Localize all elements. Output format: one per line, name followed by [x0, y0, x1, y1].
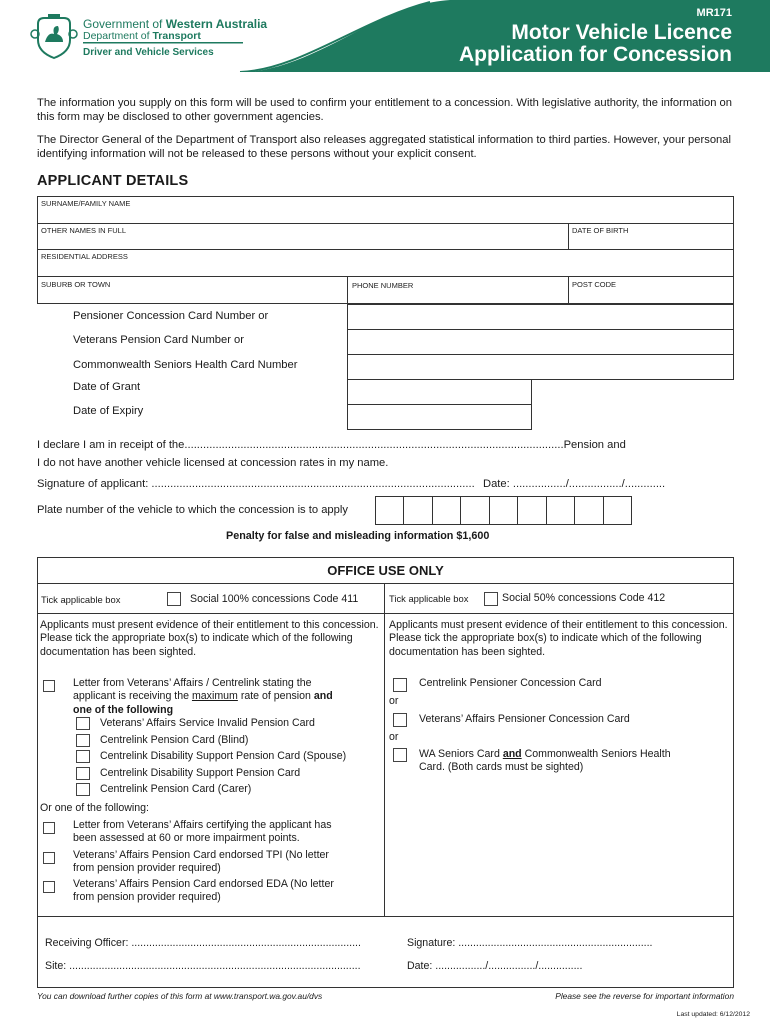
surname-label: SURNAME/FAMILY NAME [41, 199, 131, 208]
receiving-officer-line[interactable]: Receiving Officer: .............................................................................. [45, 937, 361, 949]
officer-signature-line[interactable]: Signature: .................................................................. [407, 937, 653, 949]
letter-maximum-checkbox[interactable] [43, 680, 55, 692]
eda-card-checkbox[interactable] [43, 881, 55, 893]
sub-item [76, 733, 381, 748]
evidence-instructions-right: Applicants must present evidence of their entitlement to this concession. Please tick the appropriate box(s) to indicate which of the following documentation has been sighted. [389, 619, 728, 658]
plate-label: Plate number of the vehicle to which the concession is to apply [37, 504, 348, 516]
plate-cell[interactable] [375, 496, 404, 525]
tick-label-left: Tick applicable box [41, 594, 121, 605]
or-label-2: or [389, 731, 399, 743]
plate-cell[interactable] [460, 496, 489, 525]
eda-card-text: Veterans’ Affairs Pension Card endorsed EDA (No letter from pension provider required) [73, 878, 334, 904]
plate-cell[interactable] [403, 496, 432, 525]
date-of-expiry-input[interactable] [347, 404, 532, 430]
pensioner-card-input[interactable] [347, 304, 734, 330]
sub-item [76, 782, 381, 797]
seniors-card-input[interactable] [347, 354, 734, 380]
statistics-paragraph: The Director General of the Department of Transport also releases aggregated statistical information to third parties. However, your personal identifying information will not be released to these persons without your explicit consent. [37, 134, 731, 160]
sub-item-label: Centrelink Pension Card (Blind) [100, 733, 249, 746]
code-412-label: Social 50% concessions Code 412 [502, 592, 666, 604]
expiry-label: Date of Expiry [73, 405, 144, 417]
signature-line[interactable]: Signature of applicant: ........................................................................................................ [37, 478, 475, 490]
site-line[interactable]: Site: ................................................................................................... [45, 960, 361, 972]
postcode-label: POST CODE [572, 280, 617, 289]
surname-field[interactable] [37, 196, 734, 224]
last-updated: Last updated: 6/12/2012 [676, 1011, 750, 1018]
division-name: Driver and Vehicle Services [83, 47, 214, 58]
applicant-details-heading: APPLICANT DETAILS [37, 173, 189, 189]
form-title-line1: Motor Vehicle Licence [511, 21, 732, 44]
privacy-paragraph: The information you supply on this form will be used to confirm your entitlement to a concession. With legislative authority, the information on this form may be disclosed to other government agencies. [37, 97, 732, 123]
wa-seniors-checkbox[interactable] [393, 748, 407, 762]
letter-impairment-checkbox[interactable] [43, 822, 55, 834]
plate-cell[interactable] [603, 496, 632, 525]
address-label: RESIDENTIAL ADDRESS [41, 252, 128, 261]
office-use-heading: OFFICE USE ONLY [327, 563, 444, 578]
sub-item [76, 749, 381, 764]
see-reverse-note: Please see the reverse for important information [555, 991, 734, 1001]
office-divider-1 [37, 583, 734, 584]
dob-label: DATE OF BIRTH [572, 226, 629, 235]
phone-field[interactable] [347, 276, 569, 304]
sub-item [76, 766, 381, 781]
veterans-card-input[interactable] [347, 329, 734, 355]
office-divider-3 [37, 916, 734, 917]
no-other-vehicle-line: I do not have another vehicle licensed at concession rates in my name. [37, 457, 389, 469]
sub-item [76, 716, 381, 731]
postcode-field[interactable] [568, 276, 734, 304]
government-name: Government of Western Australia [83, 17, 268, 31]
sub-item-checkbox[interactable] [76, 750, 90, 763]
code-411-label: Social 100% concessions Code 411 [190, 593, 359, 605]
department-name: Department of Transport [83, 30, 201, 42]
centrelink-pensioner-label: Centrelink Pensioner Concession Card [419, 677, 602, 689]
sub-item-checkbox[interactable] [76, 767, 90, 780]
evidence-instructions-left: Applicants must present evidence of their entitlement to this concession. Please tick the appropriate box(s) to indicate which of the following documentation has been sighted. [40, 619, 379, 658]
wa-seniors-label: WA Seniors Card and Commonwealth Seniors Health Card. (Both cards must be sighted) [419, 748, 671, 774]
office-column-divider [384, 583, 385, 917]
office-divider-2 [37, 613, 734, 614]
sub-item-checkbox[interactable] [76, 734, 90, 747]
wa-crest-logo [30, 12, 78, 60]
header-divider [83, 42, 243, 45]
date-of-birth-field[interactable] [568, 223, 734, 250]
form-code: MR171 [696, 7, 732, 19]
tpi-card-checkbox[interactable] [43, 852, 55, 864]
tpi-card-text: Veterans’ Affairs Pension Card endorsed TPI (No letter from pension provider required) [73, 849, 329, 875]
sub-item-label: Centrelink Pension Card (Carer) [100, 783, 252, 795]
download-link-text: You can download further copies of this form at www.transport.wa.gov.au/dvs [37, 991, 323, 1001]
sub-item-checkbox[interactable] [76, 717, 90, 730]
veterans-card-label: Veterans Pension Card Number or [73, 334, 245, 346]
plate-cell[interactable] [432, 496, 461, 525]
form-title-line2: Application for Concession [458, 43, 732, 66]
sub-item-checkbox[interactable] [76, 783, 90, 796]
sub-item-label: Veterans’ Affairs Service Invalid Pension Card [100, 717, 315, 729]
sub-item-label: Centrelink Disability Support Pension Card [100, 766, 301, 779]
date-of-grant-input[interactable] [347, 379, 532, 405]
letter-impairment-text: Letter from Veterans’ Affairs certifying the applicant has been assessed at 60 or more impairment points. [73, 819, 332, 845]
plate-cell[interactable] [517, 496, 546, 525]
code-411-checkbox[interactable] [167, 592, 181, 606]
or-one-of-following: Or one of the following: [40, 802, 149, 814]
plate-cell[interactable] [546, 496, 575, 525]
tick-label-right: Tick applicable box [389, 593, 469, 604]
date-line[interactable]: Date: ................./................./............. [483, 478, 666, 490]
grant-label: Date of Grant [73, 381, 141, 393]
seniors-card-label: Commonwealth Seniors Health Card Number [73, 359, 298, 371]
declaration-line: I declare I am in receipt of the..........................................................................................................................Pension and [37, 439, 626, 451]
suburb-field[interactable] [37, 276, 348, 304]
letter-maximum-text: Letter from Veterans’ Affairs / Centrelink stating the applicant is receiving the maximum rate of pension and one of the following [73, 677, 333, 716]
pensioner-card-label: Pensioner Concession Card Number or [73, 310, 269, 322]
officer-date-line[interactable]: Date: ................./................/............... [407, 960, 583, 972]
plate-number-cells[interactable] [375, 496, 631, 525]
sub-item-label: Centrelink Disability Support Pension Card (Spouse) [100, 750, 347, 762]
plate-cell[interactable] [574, 496, 603, 525]
or-label-1: or [389, 695, 399, 707]
other-names-field[interactable] [37, 223, 569, 250]
penalty-notice: Penalty for false and misleading information $1,600 [226, 530, 490, 542]
phone-label: PHONE NUMBER [352, 281, 414, 290]
centrelink-pensioner-checkbox[interactable] [393, 678, 407, 692]
suburb-label: SUBURB OR TOWN [41, 280, 111, 289]
other-names-label: OTHER NAMES IN FULL [41, 226, 127, 235]
plate-cell[interactable] [489, 496, 518, 525]
residential-address-field[interactable] [37, 249, 734, 277]
veterans-pensioner-checkbox[interactable] [393, 713, 407, 727]
code-412-checkbox[interactable] [484, 592, 498, 606]
veterans-pensioner-label: Veterans’ Affairs Pensioner Concession Card [419, 713, 630, 725]
